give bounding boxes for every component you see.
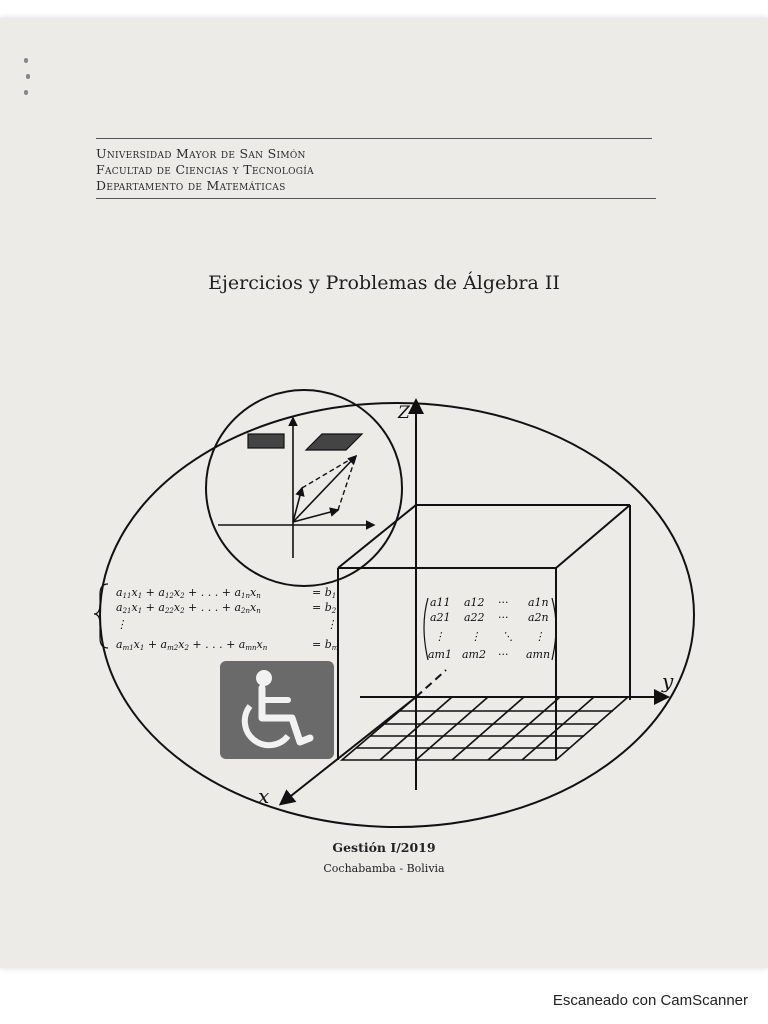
matrix-cell: a2n xyxy=(528,611,549,624)
document-title: Ejercicios y Problemas de Álgebra II xyxy=(208,272,560,294)
z-axis-label: Z xyxy=(398,403,410,423)
matrix-cell: ⋮ xyxy=(434,630,445,643)
equation-row-m: am1x1 + am2x2 + . . . + amnxn = bm xyxy=(116,638,339,652)
department-name: Departamento de Matemáticas xyxy=(96,178,286,193)
matrix-cell: ··· xyxy=(498,648,509,661)
academic-term: Gestión I/2019 xyxy=(332,840,436,855)
inset-vector-diagram xyxy=(218,418,374,558)
equation-dots-left: ⋮ xyxy=(116,618,127,631)
scanner-watermark: Escaneado con CamScanner xyxy=(552,992,748,1009)
matrix-cell: ⋱ xyxy=(502,630,513,643)
wheelchair-icon xyxy=(220,661,334,759)
linear-system xyxy=(94,584,339,652)
outer-ellipse xyxy=(100,403,694,827)
equation-row-2: a21x1 + a22x2 + . . . + a2nxn = b2 xyxy=(116,601,337,615)
coefficient-matrix xyxy=(424,596,556,661)
inset-circle xyxy=(206,390,402,586)
matrix-cell: am2 xyxy=(462,648,486,661)
floor-grid xyxy=(342,697,628,760)
faculty-name: Facultad de Ciencias y Tecnología xyxy=(96,162,314,177)
matrix-cell: ··· xyxy=(498,596,509,609)
matrix-cell: ⋮ xyxy=(470,630,481,643)
matrix-cell: a22 xyxy=(464,611,485,624)
equation-row-1: a11x1 + a12x2 + . . . + a1nxn = b1 xyxy=(116,586,337,600)
cube xyxy=(338,505,630,760)
matrix-cell: a12 xyxy=(464,596,485,609)
y-axis-label: y xyxy=(662,669,674,693)
matrix-cell: a11 xyxy=(430,596,451,609)
x-axis-label: x xyxy=(258,784,270,808)
location: Cochabamba - Bolivia xyxy=(323,862,445,875)
matrix-cell: am1 xyxy=(428,648,452,661)
matrix-cell: a1n xyxy=(528,596,549,609)
equation-dots-right: ⋮ xyxy=(326,618,337,631)
matrix-cell: amn xyxy=(526,648,551,661)
university-name: Universidad Mayor de San Simón xyxy=(96,146,306,161)
matrix-cell: ··· xyxy=(498,611,509,624)
matrix-cell: a21 xyxy=(430,611,451,624)
matrix-cell: ⋮ xyxy=(534,630,545,643)
